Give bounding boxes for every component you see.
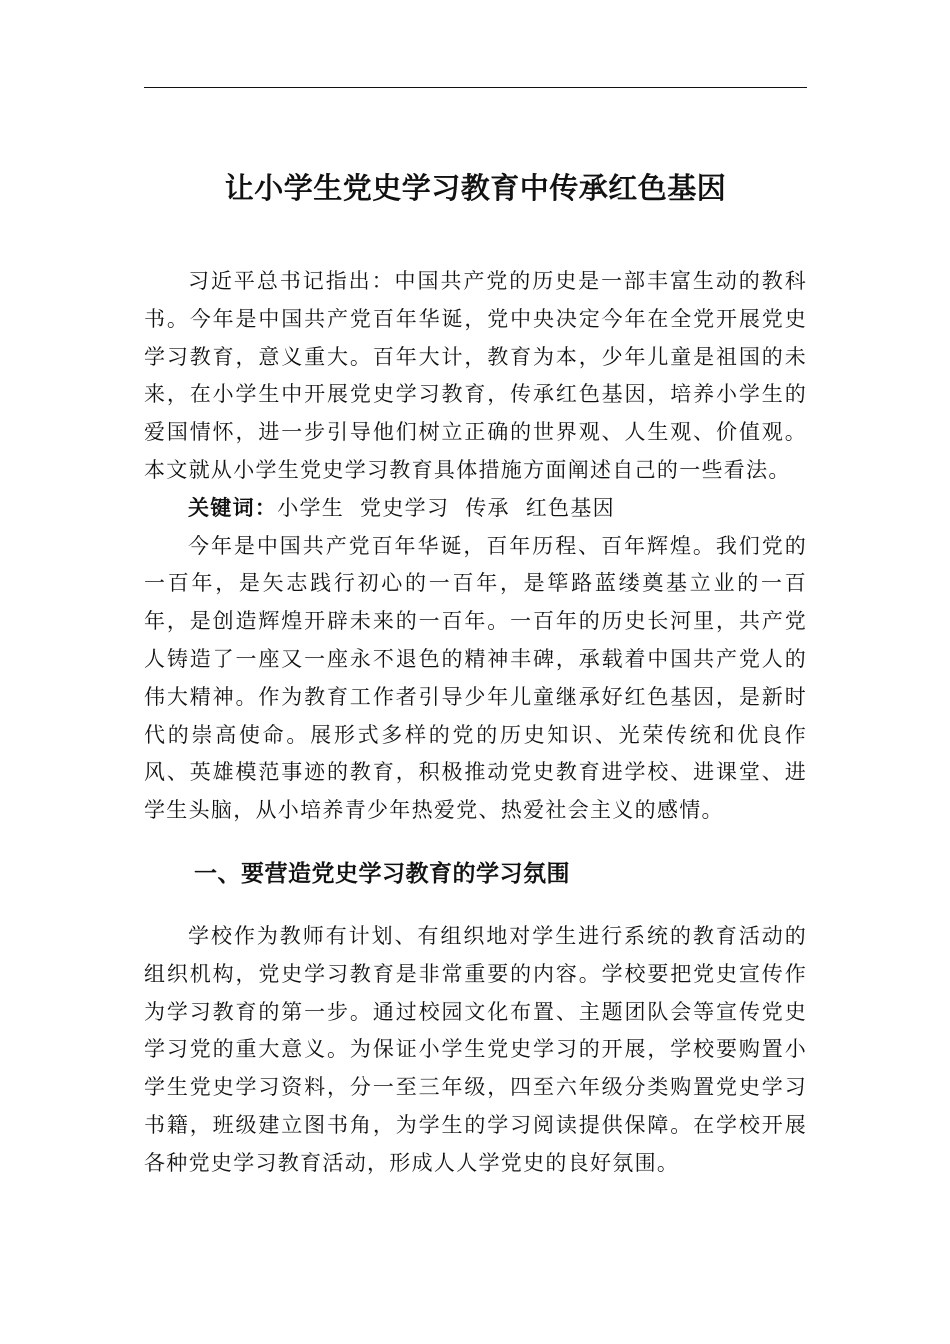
keywords-line bbox=[144, 490, 807, 528]
header-rule bbox=[144, 87, 807, 88]
abstract-block bbox=[144, 263, 807, 830]
keywords-label: 关键词： bbox=[188, 495, 278, 520]
document-title: 让小学生党史学习教育中传承红色基因 bbox=[224, 171, 727, 205]
abstract-paragraph: 习近平总书记指出：中国共产党的历史是一部丰富生动的教科书。今年是中国共产党百年华诞，党中央决定今年在全党开展党史学习教育，意义重大。百年大计，教育为本，少年儿童是祖国的未来，在小学生中开展党史学习教育，传承红色基因，培养小学生的爱国情怀，进一步引导他们树立正确的世界观、人生观、价值观。本文就从小学生党史学习教育具体措施方面阐述自己的一些看法。 bbox=[144, 269, 807, 482]
keywords-text: 小学生 党史学习 传承 红色基因 bbox=[277, 495, 615, 520]
section-heading-1: 一、要营造党史学习教育的学习氛围 bbox=[194, 861, 570, 887]
section-1-paragraph: 学校作为教师有计划、有组织地对学生进行系统的教育活动的组织机构，党史学习教育是非常重要的内容。学校要把党史宣传作为学习教育的第一步。通过校园文化布置、主题团队会等宣传党史学习党的重大意义。为保证小学生党史学习的开展，学校要购置小学生党史学习资料，分一至三年级，四至六年级分类购置党史学习书籍，班级建立图书角，为学生的学习阅读提供保障。在学校开展各种党史学习教育活动，形成人人学党史的良好氛围。 bbox=[144, 924, 807, 1175]
intro-paragraph: 今年是中国共产党百年华诞，百年历程、百年辉煌。我们党的一百年，是矢志践行初心的一百年，是筚路蓝缕奠基立业的一百年，是创造辉煌开辟未来的一百年。一百年的历史长河里，共产党人铸造了一座又一座永不退色的精神丰碑，承载着中国共产党人的伟大精神。作为教育工作者引导少年儿童继承好红色基因，是新时代的崇高使命。展形式多样的党的历史知识、光荣传统和优良作风、英雄模范事迹的教育，积极推动党史教育进学校、进课堂、进学生头脑，从小培养青少年热爱党、热爱社会主义的感情。 bbox=[144, 533, 807, 823]
section-1-body bbox=[144, 918, 807, 1183]
